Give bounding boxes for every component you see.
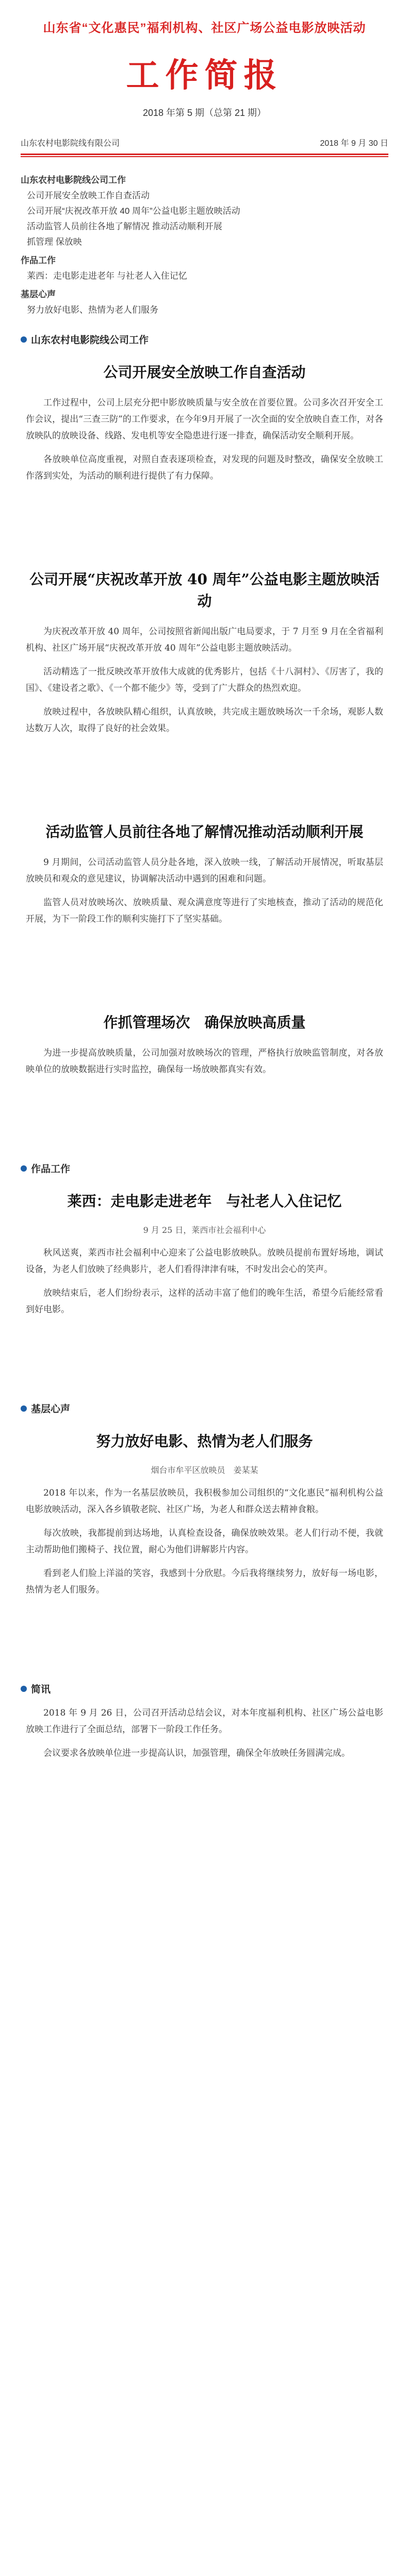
article-paragraph: 放映结束后，老人们纷纷表示，这样的活动丰富了他们的晚年生活，希望今后能经常看到好电影。 [26,1288,383,1315]
article-paragraph: 各放映单位高度重视，对照自查表逐项检查，对发现的问题及时整改，确保安全放映工作落到实处，为活动的顺利进行提供了有力保障。 [26,454,383,481]
section-heading [21,1401,388,1415]
article-paragraph: 为庆祝改革开放 40 周年，公司按照省新闻出版广电局要求，于 7 月至 9 月在全省福利机构、社区广场开展“庆祝改革开放 40 周年”公益电影主题放映活动。 [26,626,383,653]
article-paragraph: 秋风送爽，莱西市社会福利中心迎来了公益电影放映队。放映员提前布置好场地，调试设备，为老人们放映了经典影片，老人们看得津津有味，不时发出会心的笑声。 [26,1248,383,1275]
bulletin-title: 工作简报 [126,56,283,95]
publish-date: 2018 年 9 月 30 日 [320,139,388,148]
section-heading [21,332,388,346]
section-heading [21,1682,388,1696]
article-paragraph: 监管人员对放映场次、放映质量、观众满意度等进行了实地核查，推动了活动的规范化开展，为下一阶段工作的顺利实施打下了坚实基础。 [26,897,383,924]
article-paragraph: 2018 年以来，作为一名基层放映员，我积极参加公司组织的“文化惠民”福利机构公益电影放映活动，深入各乡镇敬老院、社区广场，为老人和群众送去精神食粮。 [26,1488,383,1515]
section-heading [21,1161,388,1175]
bullet-icon [21,336,27,343]
article-paragraph: 每次放映，我都提前到达场地，认真检查设备，确保放映效果。老人们行动不便，我就主动帮助他们搬椅子、找位置，耐心为他们讲解影片内容。 [26,1528,383,1555]
section-label: 基层心声 [31,1404,71,1415]
article-byline: 烟台市牟平区放映员 姜某某 [151,1465,258,1475]
article-title: 莱西：走电影走进老年 与社老人入住记忆 [67,1193,342,1210]
bulletin-subtitle: 山东省“文化惠民”福利机构、社区广场公益电影放映活动 [43,21,366,35]
article-paragraph: 放映过程中，各放映队精心组织，认真放映，共完成主题放映场次一千余场，观影人数达数万人次，取得了良好的社会效果。 [26,707,383,734]
section-label: 简讯 [31,1684,51,1695]
toc-section: 山东农村电影院线公司工作 [21,175,126,185]
toc-item: 公司开展“庆祝改革开放 40 周年”公益电影主题放映活动 [27,206,240,216]
article-paragraph: 为进一步提高放映质量，公司加强对放映场次的管理，严格执行放映监管制度，对各放映单位的放映数据进行实时监控，确保每一场放映都真实有效。 [26,1048,383,1075]
article-byline: 9 月 25 日，莱西市社会福利中心 [143,1225,266,1235]
publisher-name: 山东农村电影院线有限公司 [21,139,120,148]
toc-item: 抓管理 保放映 [27,237,82,247]
article-paragraph: 9 月期间，公司活动监管人员分赴各地，深入放映一线，了解活动开展情况，听取基层放映员和观众的意见建议，协调解决活动中遇到的困难和问题。 [26,857,383,884]
bullet-icon [21,1405,27,1412]
bulletin-content [0,157,409,1761]
toc-item: 莱西：走电影走进老年 与社老人入住记忆 [27,271,187,281]
article-title: 作抓管理场次 确保放映高质量 [103,1014,306,1031]
toc-item: 活动监管人员前往各地了解情况 推动活动顺利开展 [27,222,222,231]
bullet-icon [21,1165,27,1172]
article-title: 活动监管人员前往各地了解情况推动活动顺利开展 [45,823,364,840]
table-of-contents [21,173,388,318]
issue-number: 2018 年第 5 期（总第 21 期） [142,108,267,118]
bullet-icon [21,1686,27,1692]
article-paragraph: 2018 年 9 月 26 日，公司召开活动总结会议，对本年度福利机构、社区广场公益电影放映工作进行了全面总结，部署下一阶段工作任务。 [26,1708,383,1735]
header-rule [21,154,388,155]
toc-section: 作品工作 [21,256,56,265]
toc-item: 努力放好电影、热情为老人们服务 [27,305,158,315]
meta-row [21,137,388,148]
article-paragraph: 看到老人们脸上洋溢的笑容，我感到十分欣慰。今后我将继续努力，放好每一场电影，热情为老人们服务。 [26,1568,383,1595]
article-paragraph: 工作过程中，公司上层充分把中影放映质量与安全放在首要位置。公司多次召开安全工作会议，提出“三查三防”的工作要求，在今年9月开展了一次全面的安全放映自查工作，对各放映队的放映设备、线路、发电机等安全隐患进行逐一排查，确保活动安全顺利开展。 [26,398,383,441]
article-title: 努力放好电影、热情为老人们服务 [96,1433,313,1450]
toc-item: 公司开展安全放映工作自查活动 [27,191,150,200]
article-title: 公司开展安全放映工作自查活动 [103,364,306,381]
article-paragraph: 会议要求各放映单位进一步提高认识，加强管理，确保全年放映任务圆满完成。 [43,1748,350,1758]
toc-section: 基层心声 [21,290,56,299]
section-label: 山东农村电影院线公司工作 [31,335,149,346]
article-title: 公司开展“庆祝改革开放 40 周年”公益电影主题放映活动 [29,571,380,609]
section-label: 作品工作 [31,1164,71,1175]
article-paragraph: 活动精选了一批反映改革开放伟大成就的优秀影片，包括《十八洞村》、《厉害了，我的国》、《建设者之歌》、《一个都不能少》等，受到了广大群众的热烈欢迎。 [26,667,383,693]
